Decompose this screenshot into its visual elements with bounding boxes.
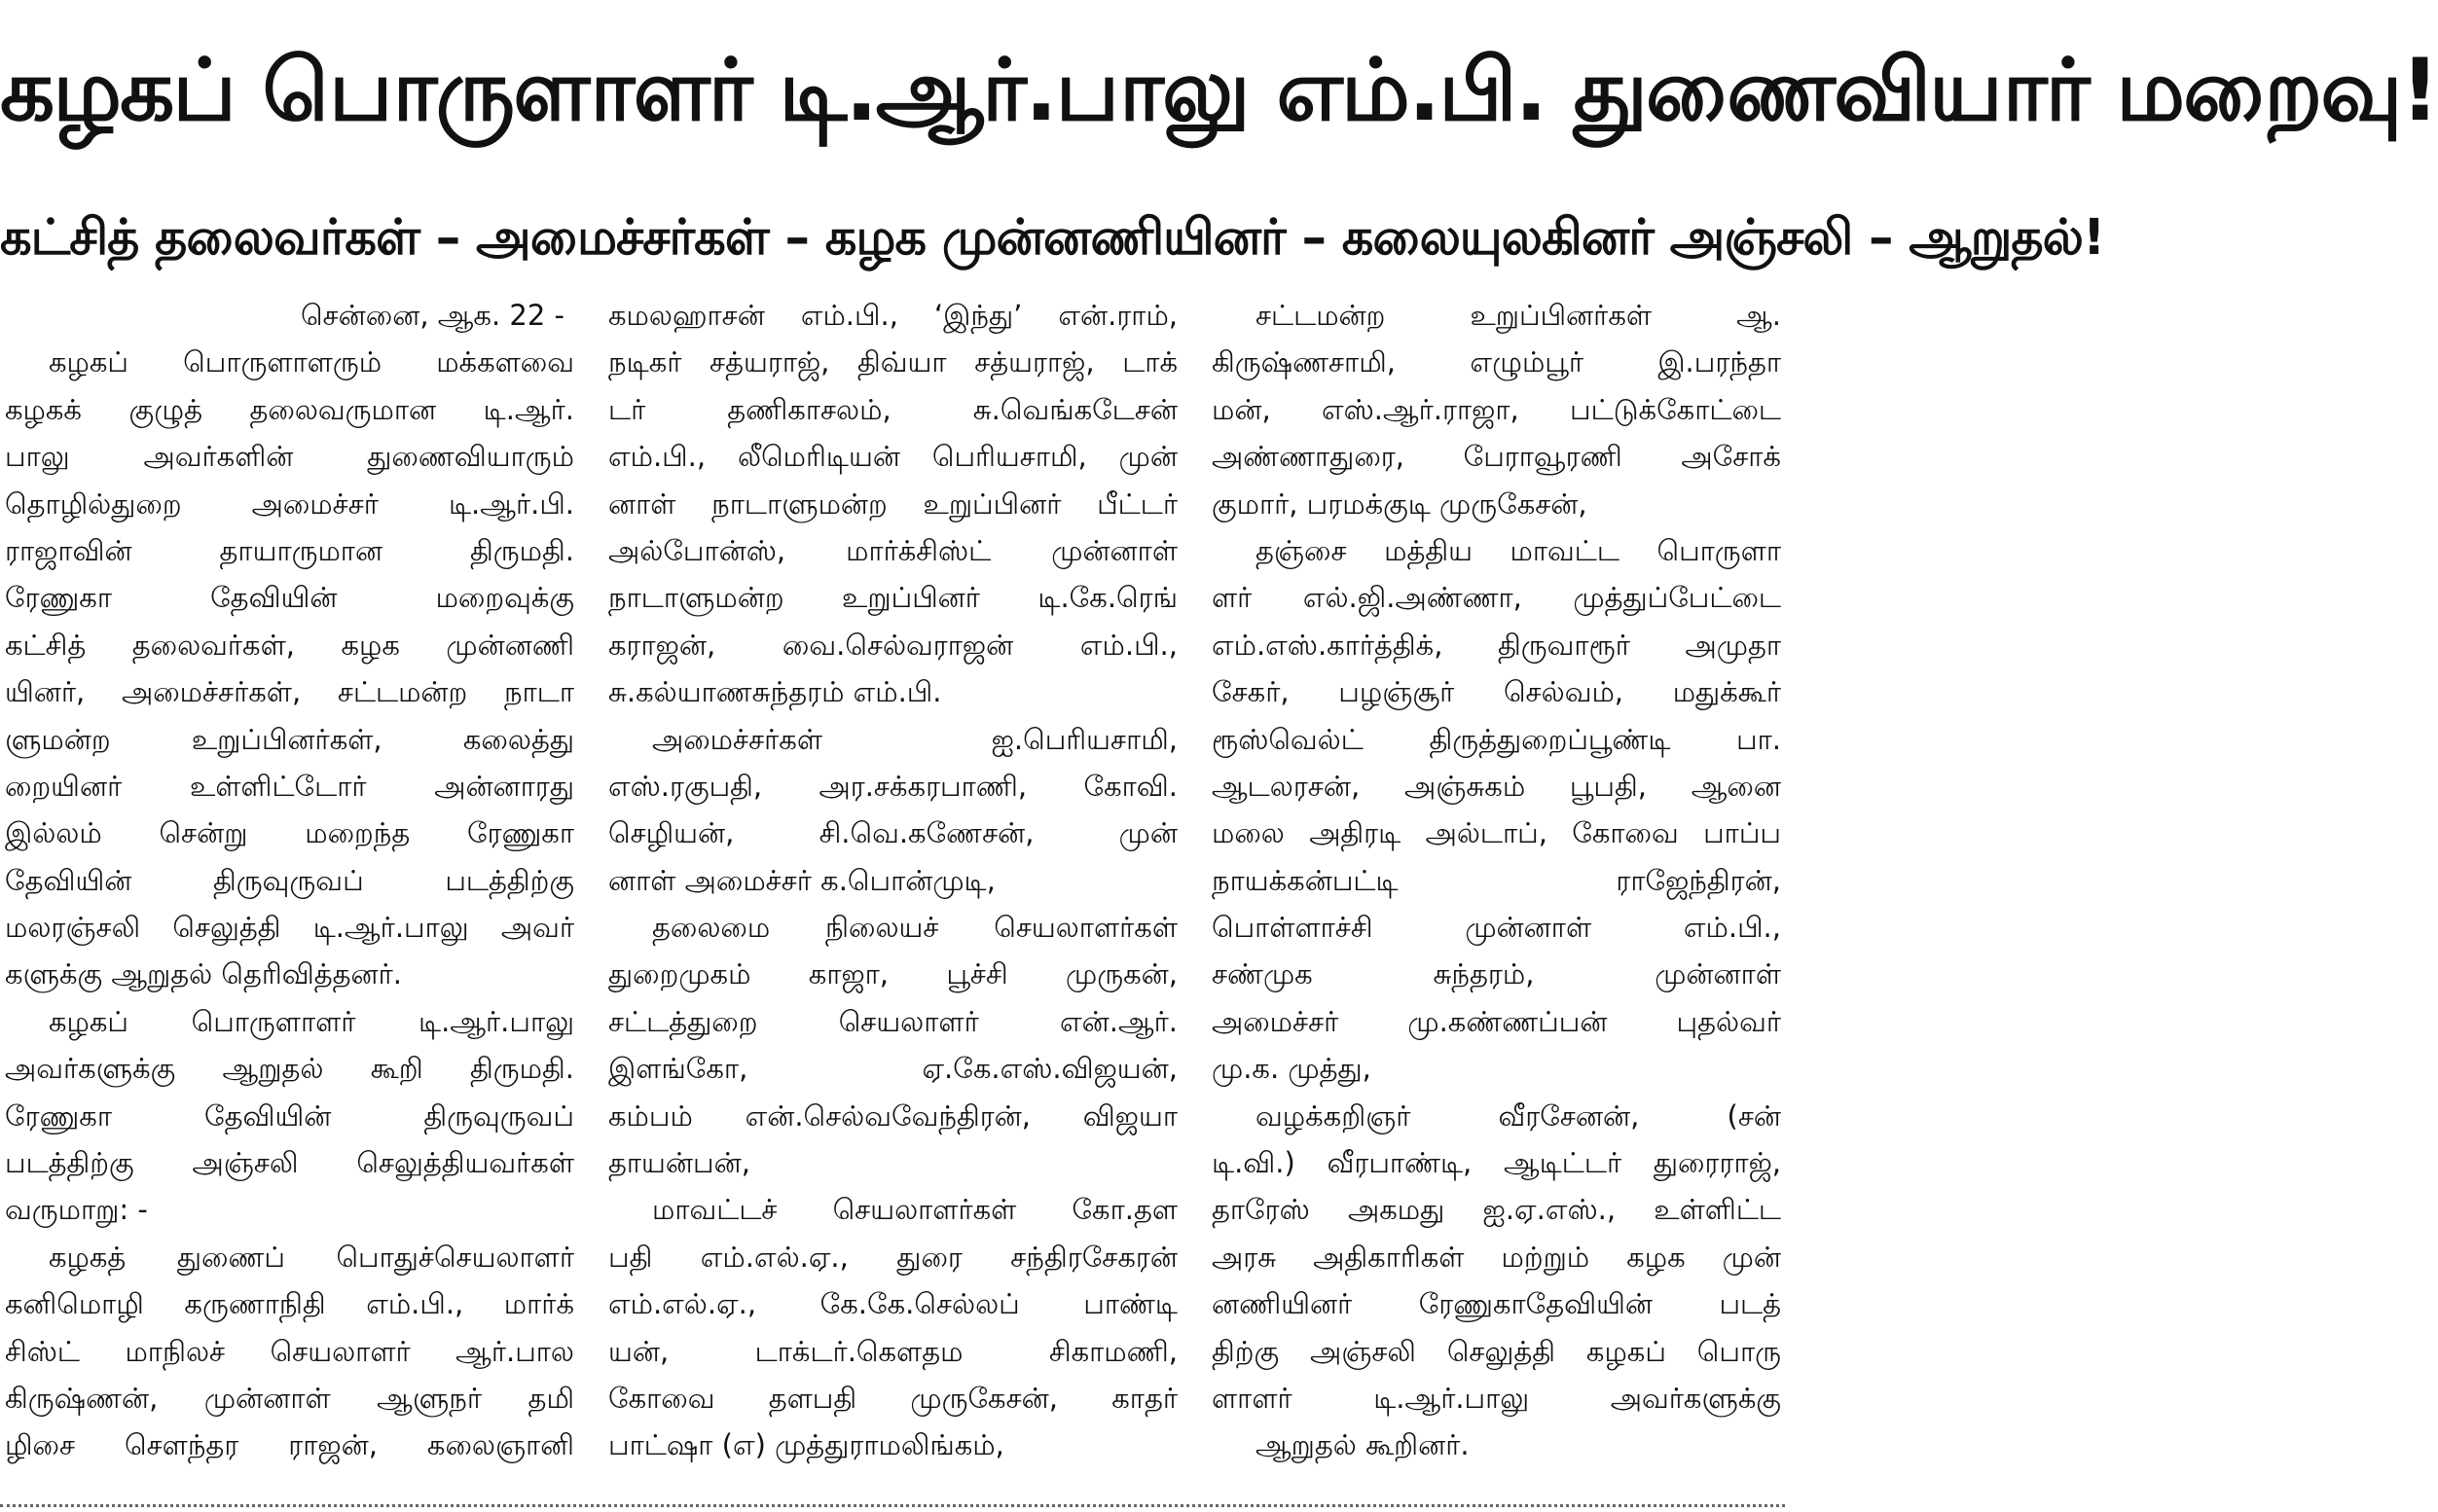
text-line: சிஸ்ட் மாநிலச் செயலாளர் ஆர்.பால <box>5 1334 574 1368</box>
text-line: அண்ணாதுரை, பேராவூரணி அசோக் <box>1212 440 1781 474</box>
text-line: பாலு அவர்களின் துணைவியாரும் <box>5 440 574 474</box>
text-line: ளர் எல்.ஜி.அண்ணா, முத்துப்பேட்டை <box>1212 581 1781 615</box>
text-line: படத்திற்கு அஞ்சலி செலுத்தியவர்கள் <box>5 1146 574 1180</box>
text-line: திற்கு அஞ்சலி செலுத்தி கழகப் பொரு <box>1212 1334 1781 1368</box>
text-line: கராஜன், வை.செல்வராஜன் எம்.பி., <box>608 628 1178 662</box>
headline: கழகப் பொருளாளர் டி.ஆர்.பாலு எம்.பி. துணைவியார் மறைவு! <box>0 40 2438 140</box>
text-line: ரேணுகா தேவியின் மறைவுக்கு <box>5 581 574 615</box>
text-line: கழகப் பொருளாளர் டி.ஆர்.பாலு <box>49 1004 574 1038</box>
text-line: தேவியின் திருவுருவப் படத்திற்கு <box>5 863 574 897</box>
text-line: மலை அதிரடி அல்டாப், கோவை பாப்ப <box>1212 816 1781 850</box>
text-line: மாவட்டச் செயலாளர்கள் கோ.தள <box>652 1193 1178 1227</box>
article-column-1 <box>5 292 574 1494</box>
text-line: தொழில்துறை அமைச்சர் டி.ஆர்.பி. <box>5 486 574 521</box>
text-line: னாள் நாடாளுமன்ற உறுப்பினர் பீட்டர் <box>608 486 1178 521</box>
text-line: அவர்களுக்கு ஆறுதல் கூறி திருமதி. <box>5 1052 574 1086</box>
text-line: ளுமன்ற உறுப்பினர்கள், கலைத்து <box>5 722 574 756</box>
text-line: சண்முக சுந்தரம், முன்னாள் <box>1212 957 1781 991</box>
text-line: துறைமுகம் காஜா, பூச்சி முருகன், <box>608 957 1178 991</box>
text-line: அல்போன்ஸ், மார்க்சிஸ்ட் முன்னாள் <box>608 533 1178 567</box>
text-line: தஞ்சை மத்திய மாவட்ட பொருளா <box>1255 533 1781 567</box>
text-line: சட்டமன்ற உறுப்பினர்கள் ஆ. <box>1255 299 1781 332</box>
text-line: ராஜாவின் தாயாருமான திருமதி. <box>5 533 574 567</box>
text-line: கம்பம் என்.செல்வவேந்திரன், விஜயா <box>608 1098 1178 1133</box>
text-line: ரூஸ்வெல்ட் திருத்துறைப்பூண்டி பா. <box>1212 722 1781 756</box>
text-line: அரசு அதிகாரிகள் மற்றும் கழக முன் <box>1212 1240 1781 1274</box>
text-line: ஆறுதல் கூறினர். <box>1255 1428 1470 1462</box>
article-column-3 <box>1212 292 1781 1494</box>
text-line: றையினர் உள்ளிட்டோர் அன்னாரது <box>5 769 574 803</box>
text-line: யன், டாக்டர்.கௌதம சிகாமணி, <box>608 1334 1178 1368</box>
text-line: எஸ்.ரகுபதி, அர.சக்கரபாணி, கோவி. <box>608 769 1178 803</box>
text-line: டர் தணிகாசலம், சு.வெங்கடேசன் <box>608 392 1178 426</box>
text-line: மலரஞ்சலி செலுத்தி டி.ஆர்.பாலு அவர் <box>5 911 574 945</box>
article-column-2 <box>608 292 1178 1494</box>
text-line: சு.கல்யாணசுந்தரம் எம்.பி. <box>608 675 942 709</box>
text-line: வருமாறு: - <box>5 1193 148 1227</box>
text-line: கனிமொழி கருணாநிதி எம்.பி., மார்க் <box>5 1287 574 1321</box>
text-line: சட்டத்துறை செயலாளர் என்.ஆர். <box>608 1004 1178 1038</box>
text-line: கோவை தளபதி முருகேசன், காதர் <box>608 1381 1178 1415</box>
text-line: டி.வி.) வீரபாண்டி, ஆடிட்டர் துரைராஜ், <box>1212 1146 1781 1180</box>
text-line: வழக்கறிஞர் வீரசேனன், (சன் <box>1255 1098 1781 1133</box>
text-line: தலைமை நிலையச் செயலாளர்கள் <box>652 911 1178 945</box>
text-line: கிருஷ்ணன், முன்னாள் ஆளுநர் தமி <box>5 1381 574 1415</box>
text-line: எம்.பி., லீமெரிடியன் பெரியசாமி, முன் <box>608 440 1178 474</box>
text-line: அமைச்சர்கள் ஐ.பெரியசாமி, <box>652 722 1178 756</box>
dateline: சென்னை, ஆக. 22 - <box>301 299 564 332</box>
text-line: குமார், பரமக்குடி முருகேசன், <box>1212 486 1587 521</box>
text-line: பொள்ளாச்சி முன்னாள் எம்.பி., <box>1212 911 1781 945</box>
text-line: னணியினர் ரேணுகாதேவியின் படத் <box>1212 1287 1781 1321</box>
text-line: மு.க. முத்து, <box>1212 1052 1371 1086</box>
subheadline: கட்சித் தலைவர்கள் – அமைச்சர்கள் – கழக முன்னணியினர் – கலையுலகினர் அஞ்சலி – ஆறுதல்! <box>0 209 2105 267</box>
text-line: பதி எம்.எல்.ஏ., துரை சந்திரசேகரன் <box>608 1240 1178 1274</box>
text-line: நாயக்கன்பட்டி ராஜேந்திரன், <box>1212 863 1781 897</box>
text-line: னாள் அமைச்சர் க.பொன்முடி, <box>608 863 996 897</box>
text-line: இளங்கோ, ஏ.கே.எஸ்.விஜயன், <box>608 1052 1178 1086</box>
text-line: கமலஹாசன் எம்.பி., ‘இந்து’ என்.ராம், <box>608 299 1178 332</box>
text-line: யினர், அமைச்சர்கள், சட்டமன்ற நாடா <box>5 675 574 709</box>
text-line: கழகக் குழுத் தலைவருமான டி.ஆர். <box>5 392 574 426</box>
text-line: நடிகர் சத்யராஜ், திவ்யா சத்யராஜ், டாக் <box>608 345 1178 379</box>
text-line: களுக்கு ஆறுதல் தெரிவித்தனர். <box>5 957 403 991</box>
text-line: இல்லம் சென்று மறைந்த ரேணுகா <box>5 816 574 850</box>
text-line: ழிசை சௌந்தர ராஜன், கலைஞானி <box>5 1428 574 1462</box>
text-line: செழியன், சி.வெ.கணேசன், முன் <box>608 816 1178 850</box>
text-line: அமைச்சர் மு.கண்ணப்பன் புதல்வர் <box>1212 1004 1781 1038</box>
text-line: எம்.எல்.ஏ., கே.கே.செல்லப் பாண்டி <box>608 1287 1178 1321</box>
text-line: கட்சித் தலைவர்கள், கழக முன்னணி <box>5 628 574 662</box>
text-line: தாயன்பன், <box>608 1146 750 1180</box>
text-line: எம்.எஸ்.கார்த்திக், திருவாரூர் அமுதா <box>1212 628 1781 662</box>
text-line: ரேணுகா தேவியின் திருவுருவப் <box>5 1098 574 1133</box>
text-line: கிருஷ்ணசாமி, எழும்பூர் இ.பரந்தா <box>1212 345 1781 379</box>
bottom-dotted-rule <box>0 1504 1785 1507</box>
text-line: பாட்ஷா (எ) முத்துராமலிங்கம், <box>608 1428 1004 1462</box>
text-line: நாடாளுமன்ற உறுப்பினர் டி.கே.ரெங் <box>608 581 1178 615</box>
text-line: கழகப் பொருளாளரும் மக்களவை <box>49 345 574 379</box>
text-line: ஆடலரசன், அஞ்சுகம் பூபதி, ஆனை <box>1212 769 1781 803</box>
text-line: மன், எஸ்.ஆர்.ராஜா, பட்டுக்கோட்டை <box>1212 392 1781 426</box>
text-line: சேகர், பழஞ்சூர் செல்வம், மதுக்கூர் <box>1212 675 1781 709</box>
text-line: ளாளர் டி.ஆர்.பாலு அவர்களுக்கு <box>1212 1381 1781 1415</box>
text-line: தாரேஸ் அகமது ஐ.ஏ.எஸ்., உள்ளிட்ட <box>1212 1193 1781 1227</box>
text-line: கழகத் துணைப் பொதுச்செயலாளர் <box>49 1240 574 1274</box>
